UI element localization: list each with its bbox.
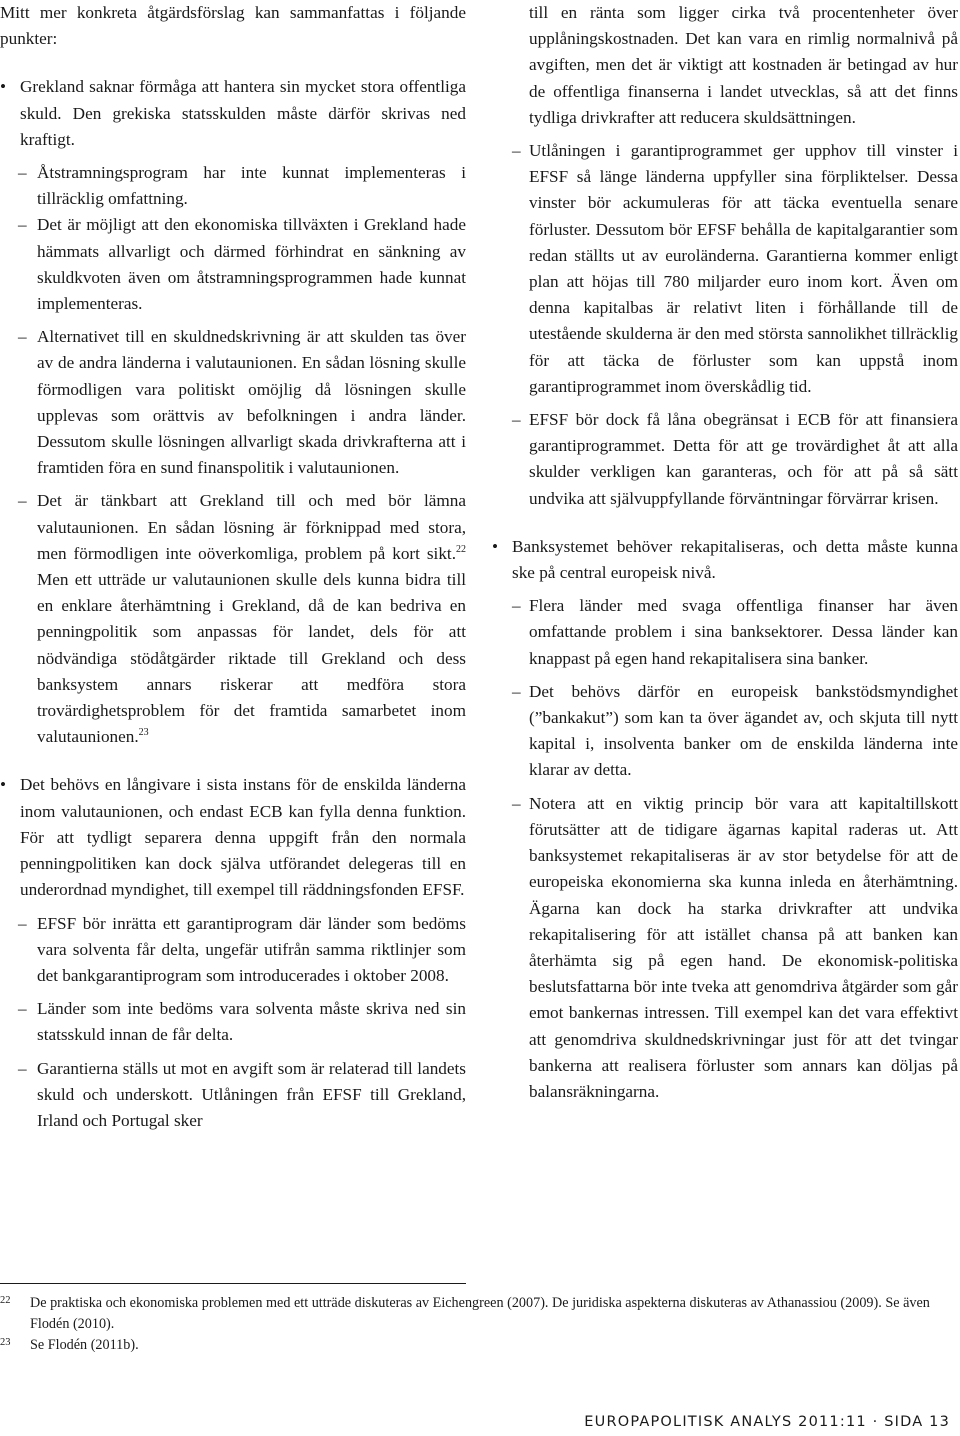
dash-text-part: Det är tänkbart att Grekland till och med bör lämna valutaunionen. En sådan lösning är förknippad med stora, men förmodligen inte oöverkomliga, problem på kort sikt. xyxy=(37,491,466,563)
page-footer: EUROPAPOLITISK ANALYS 2011:11 · SIDA 13 xyxy=(584,1414,950,1430)
dash-text: Det är möjligt att den ekonomiska tillväxten i Grekland hade hämmats allvarligt och därmed förhindrat en sänkning av skuldkvoten även om åtstramningsprogrammen hade kunnat implementeras. xyxy=(37,215,466,314)
dash-mark: – xyxy=(18,327,27,347)
dash-text: Det behövs därför en europeisk bankstödsmyndighet (”bankakut”) som kan ta över ägandet av, och skjuta till nytt kapital i, insolventa banker om de enskilda länderna inte klarar av detta. xyxy=(529,681,958,780)
footnote xyxy=(0,1335,958,1356)
dash-item xyxy=(0,1056,466,1135)
bullet-bank-recapitalisation xyxy=(492,534,958,1105)
footnotes xyxy=(0,1293,958,1356)
footnote-ref[interactable]: 22 xyxy=(456,543,466,555)
dash-item xyxy=(0,488,466,750)
dash-item xyxy=(0,911,466,990)
bullet-text: • Banksystemet behöver rekapitaliseras, och detta måste kunna ske på central europeisk nivå. xyxy=(512,536,958,583)
footnote-number: 23 xyxy=(0,1337,11,1348)
dash-continuation xyxy=(512,0,958,131)
dash-mark: – xyxy=(18,999,27,1019)
dash-mark: – xyxy=(512,141,521,161)
dash-text-part: Men ett utträde ur valutaunionen skulle dels kunna bidra till en enklare återhämtning i Grekland, då de kan bedriva en penningpolitik som anpassas för landet, dels för att nödvändiga stödåtgärder riktade till Grekland och dess banksystem annars riskerar att medföra stora trovärdighetsproblem för det framtida samarbetet inom valutaunionen. xyxy=(37,570,466,747)
right-column xyxy=(512,0,958,1105)
dash-item xyxy=(512,407,958,512)
dash-text: Garantierna ställs ut mot en avgift som är relaterad till landets skuld och underskott. Utlåningen från EFSF till Grekland, Irland och Portugal sker xyxy=(37,1058,466,1130)
footnote-text: De praktiska och ekonomiska problemen med ett utträde diskuteras av Eichengreen (2007). De juridiska aspekterna diskuteras av Athanassiou (2009). Se även Flodén (2010). xyxy=(30,1295,930,1332)
bullet-text: • Det behövs en långivare i sista instans för de enskilda länderna inom valutaunionen, och endast ECB kan fylla denna funktion. För att tydligt separera denna uppgift från den normala penningpolitiken kan dock själva utförandet delegeras till en underordnad myndighet, till exempel till räddningsfonden EFSF. xyxy=(20,775,466,900)
dash-mark: – xyxy=(18,163,27,183)
footnote-text: Se Flodén (2011b). xyxy=(30,1337,139,1353)
dash-item xyxy=(0,324,466,481)
dash-item xyxy=(512,791,958,1105)
dash-mark: – xyxy=(512,410,521,430)
dash-item xyxy=(512,679,958,784)
dash-text: Alternativet till en skuldnedskrivning är att skulden tas över av de andra länderna i valutaunionen. En sådan lösning skulle förmodligen vara politiskt omöjlig då lösningen skulle upplevas som orättvis av befolkningen i andra länder. Dessutom skulle lösningen allvarligt skada drivkrafterna att i framtiden föra en sund finanspolitik i valutaunionen. xyxy=(37,327,466,478)
dash-text: Utlåningen i garantiprogrammet ger upphov till vinster i EFSF så länge länderna uppfyller sina förpliktelser. Dessa vinster bör ackumuleras för att täcka eventuella senare förluster. Dessutom bör EFSF behålla de kapitalgarantier som redan ställts ut av euroländerna. Garantierna kommer enligt plan att höjas till 780 miljarder euro inom kort. Även om denna kapitalbas är relativt liten i förhållande till de utestående skulderna är den med största sannolikhet tillräcklig för att täcka de förluster som kan uppstå inom garantiprogrammet inom överskådlig tid. xyxy=(529,141,958,396)
dash-text: EFSF bör dock få låna obegränsat i ECB för att finansiera garantiprogrammet. Detta för att ge trovärdighet åt att alla skulder verkligen kan garanteras, och för att på så sätt undvika att självuppfyllande förväntningar förvärrar krisen. xyxy=(529,410,958,508)
dash-mark: – xyxy=(18,913,27,933)
footnote xyxy=(0,1293,958,1335)
dash-text: Flera länder med svaga offentliga finanser har även omfattande problem i sina banksektorer. Dessa länder kan knappast på egen hand rekapitalisera sina banker. xyxy=(529,596,958,668)
dash-text: Länder som inte bedöms vara solventa måste skriva ned sin statsskuld innan de får delta. xyxy=(37,999,466,1045)
dash-mark: – xyxy=(512,596,521,616)
dash-text xyxy=(37,488,466,750)
dash-mark: – xyxy=(512,681,521,701)
dash-text: EFSF bör inrätta ett garantiprogram där länder som bedöms vara solventa får delta, ungefär utifrån samma riktlinjer som det bankgarantiprogram som introducerades i oktober 2008. xyxy=(37,913,466,985)
dash-mark: – xyxy=(18,1058,27,1078)
bullet-greek-debt xyxy=(0,74,466,750)
dash-item xyxy=(0,160,466,212)
dash-mark: – xyxy=(512,793,521,813)
footnote-ref[interactable]: 23 xyxy=(138,727,149,739)
intro-paragraph: Mitt mer konkreta åtgärdsförslag kan sammanfattas i följande punkter: xyxy=(0,3,466,49)
bullet-lender-of-last-resort xyxy=(0,772,466,1134)
left-column xyxy=(0,0,466,1134)
bullet-text: • Grekland saknar förmåga att hantera sin mycket stora offentliga skuld. Den grekiska statsskulden måste därför skrivas ned kraftigt. xyxy=(20,77,466,149)
dash-text: Notera att en viktig princip bör vara att kapitaltillskott förutsätter att de tidigare ägarnas kapital raderas ut. Att banksystemet rekapitaliseras är av stor betydelse för att de europeiska ekonomierna ska kunna inleda en återhämtning. Ägarna kan dock ha starka drivkrafter att undvika rekapitalisering för att istället chansa på att banken kan återhämta sig på egen hand. De ekonomisk-politiska beslutsfattarna bör inte tveka att genomdriva åtgärder som går emot bankernas intressen. Till exempel kan det vara effektivt att genomdriva skuldnedskrivningar just för att det tvingar bankerna att realisera förluster som annars kan döljas på balansräkningarna. xyxy=(529,793,958,1101)
dash-item xyxy=(0,212,466,317)
dash-item xyxy=(0,996,466,1048)
dash-item xyxy=(512,138,958,400)
dash-mark: – xyxy=(18,491,27,511)
dash-item xyxy=(512,593,958,672)
dash-mark: – xyxy=(18,215,27,235)
footnote-rule xyxy=(0,1283,466,1284)
dash-text: Åtstramningsprogram har inte kunnat implementeras i tillräcklig omfattning. xyxy=(37,163,466,209)
dash-text: till en ränta som ligger cirka två procentenheter över upplåningskostnaden. Det kan vara en rimlig normalnivå på avgiften, men det är viktigt att kostnaden är betingad av hur de offentliga finanserna i landet utvecklas, så att det finns tydliga drivkrafter att reducera skuldsättningen. xyxy=(529,3,958,127)
footnote-number: 22 xyxy=(0,1295,11,1306)
